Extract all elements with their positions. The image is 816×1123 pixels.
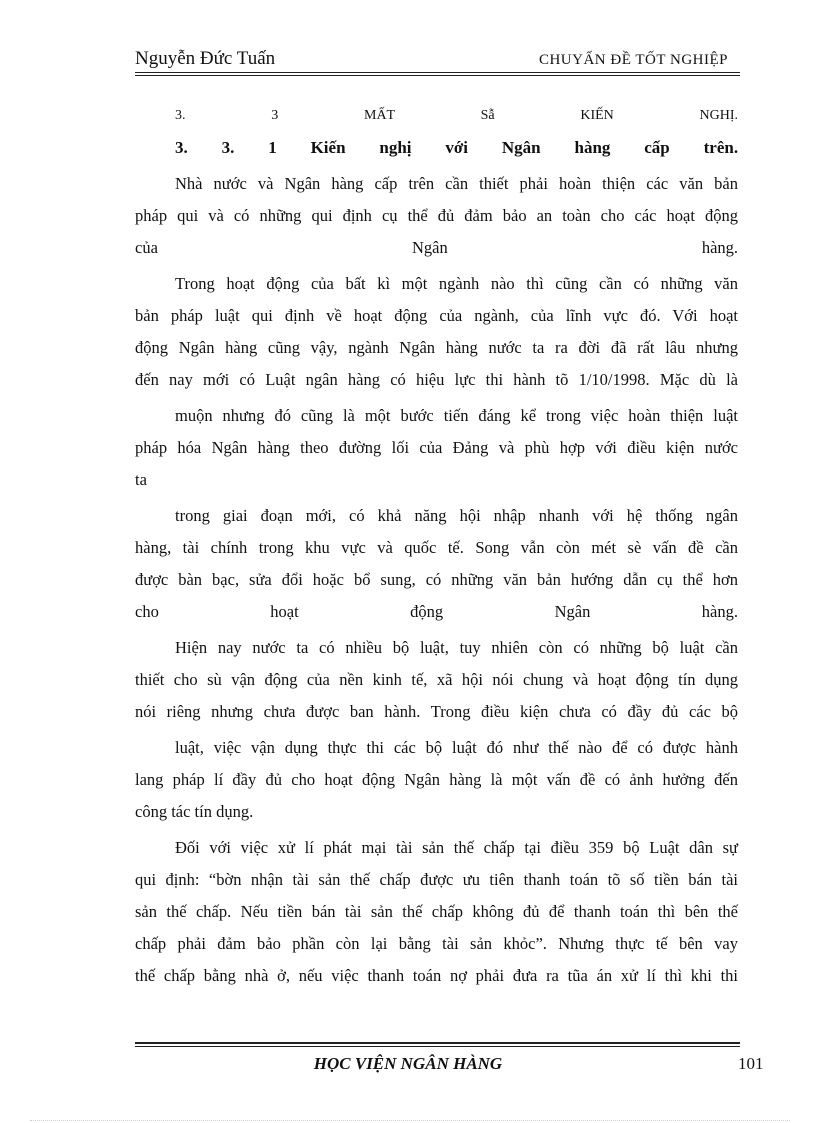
- text-line: sản thế chấp. Nếu tiền bán tài sản thế chấp không đủ để thanh toán thì bên thế: [135, 902, 738, 921]
- page-edge-divider: [30, 1120, 790, 1121]
- text-line: chấp phải đảm bảo phần còn lại bằng tài sản khỏc”. Nhưng thực tế bên vay: [135, 934, 738, 953]
- text-line: công tác tín dụng.: [135, 802, 254, 821]
- text-line: Trong hoạt động của bất kì một ngành nào thì cũng cần có những văn: [175, 274, 738, 293]
- section-heading-word: Sẫ: [480, 108, 495, 123]
- text-line: được bàn bạc, sửa đổi hoặc bổ sung, có những văn bản hướng dẫn cụ thể hơn: [135, 570, 738, 589]
- text-line: ta: [135, 470, 147, 489]
- text-line: hàng, tài chính trong khu vực và quốc tế. Song vẫn còn mét sè vấn đề cần: [135, 538, 738, 557]
- text-line: trong giai đoạn mới, có khả năng hội nhập nhanh với hệ thống ngân: [175, 506, 738, 525]
- text-word: của: [135, 238, 158, 257]
- text-line: Nhà nước và Ngân hàng cấp trên cần thiết phải hoàn thiện các văn bản: [175, 174, 738, 193]
- text-line: qui định: “bờn nhận tài sản thế chấp được ưu tiên thanh toán tõ số tiền bán tài: [135, 870, 738, 889]
- text-line: Đối với việc xử lí phát mại tài sản thế chấp tại điều 359 bộ Luật dân sự: [175, 838, 738, 857]
- text-line: thiết cho sù vận động của nền kinh tế, xã hội nói chung và hoạt động tín dụng: [135, 670, 738, 689]
- header-rule: [135, 72, 740, 73]
- footer-rule-thin: [135, 1046, 740, 1047]
- footer-institution: HỌC VIỆN NGÂN HÀNG: [313, 1054, 503, 1073]
- subsection-heading: [135, 132, 738, 164]
- text-line: nói riêng nhưng chưa được ban hành. Trong điều kiện chưa có đầy đủ các bộ: [135, 702, 738, 721]
- text-line-spread: [135, 232, 738, 264]
- text-line: thế chấp bằng nhà ở, nếu việc thanh toán nợ phải đưa ra tũa án xử lí thì khi thi: [135, 966, 738, 985]
- subsection-heading-word: 3.: [221, 138, 235, 157]
- section-heading-word: 3: [271, 108, 279, 123]
- subsection-heading-word: hàng: [574, 138, 611, 157]
- subsection-heading-word: nghị: [379, 138, 412, 157]
- text-word: hàng.: [701, 238, 739, 257]
- text-line: luật, việc vận dụng thực thi các bộ luật đó như thế nào để có được hành: [175, 738, 738, 757]
- subsection-heading-word: với: [445, 138, 469, 157]
- text-line: pháp hóa Ngân hàng theo đường lối của Đảng và phù hợp với điều kiện nước: [135, 438, 738, 457]
- subsection-heading-word: cấp: [644, 138, 670, 157]
- text-line: Hiện nay nước ta có nhiều bộ luật, tuy nhiên còn có những bộ luật cần: [175, 638, 738, 657]
- document-title: CHUYẤN ĐỀ TỐT NGHIỆP: [538, 52, 728, 68]
- section-heading: [135, 100, 738, 132]
- text-line: pháp qui và có những qui định cụ thể đủ đảm bảo an toàn cho các hoạt động: [135, 206, 738, 225]
- header-rule-thin: [135, 75, 740, 76]
- page-header: [135, 48, 740, 72]
- text-line: bản pháp luật qui định về hoạt động của ngành, của lĩnh vực đó. Với hoạt: [135, 306, 738, 325]
- text-line: động Ngân hàng cũng vậy, ngành Ngân hàng nước ta ra đời đã rất lâu nhưng: [135, 338, 738, 357]
- author-name: Nguyễn Đức Tuấn: [135, 48, 276, 69]
- subsection-heading-word: trên.: [703, 138, 739, 157]
- text-line: lang pháp lí đầy đủ cho hoạt động Ngân hàng là một vấn đề có ảnh hưởng đến: [135, 770, 738, 789]
- subsection-heading-word: 1: [268, 138, 277, 157]
- section-heading-word: NGHỊ.: [699, 108, 739, 123]
- footer-rule: [135, 1042, 740, 1044]
- text-word: Ngân: [411, 238, 448, 257]
- section-heading-word: MẤT: [364, 108, 395, 123]
- page-number: 101: [738, 1054, 764, 1073]
- section-heading-word: 3.: [175, 108, 186, 123]
- text-line: muộn nhưng đó cũng là một bước tiến đáng kể trong việc hoàn thiện luật: [175, 406, 738, 425]
- text-line: cho hoạt động Ngân hàng.: [135, 602, 738, 621]
- subsection-heading-word: 3.: [175, 138, 188, 157]
- subsection-heading-word: Kiến: [310, 138, 346, 157]
- page-body: [135, 100, 738, 992]
- subsection-heading-word: Ngân: [501, 138, 541, 157]
- text-line: đến nay mới có Luật ngân hàng có hiệu lực thi hành tõ 1/10/1998. Mặc dù là: [135, 370, 738, 389]
- section-heading-word: KIẾN: [580, 108, 614, 123]
